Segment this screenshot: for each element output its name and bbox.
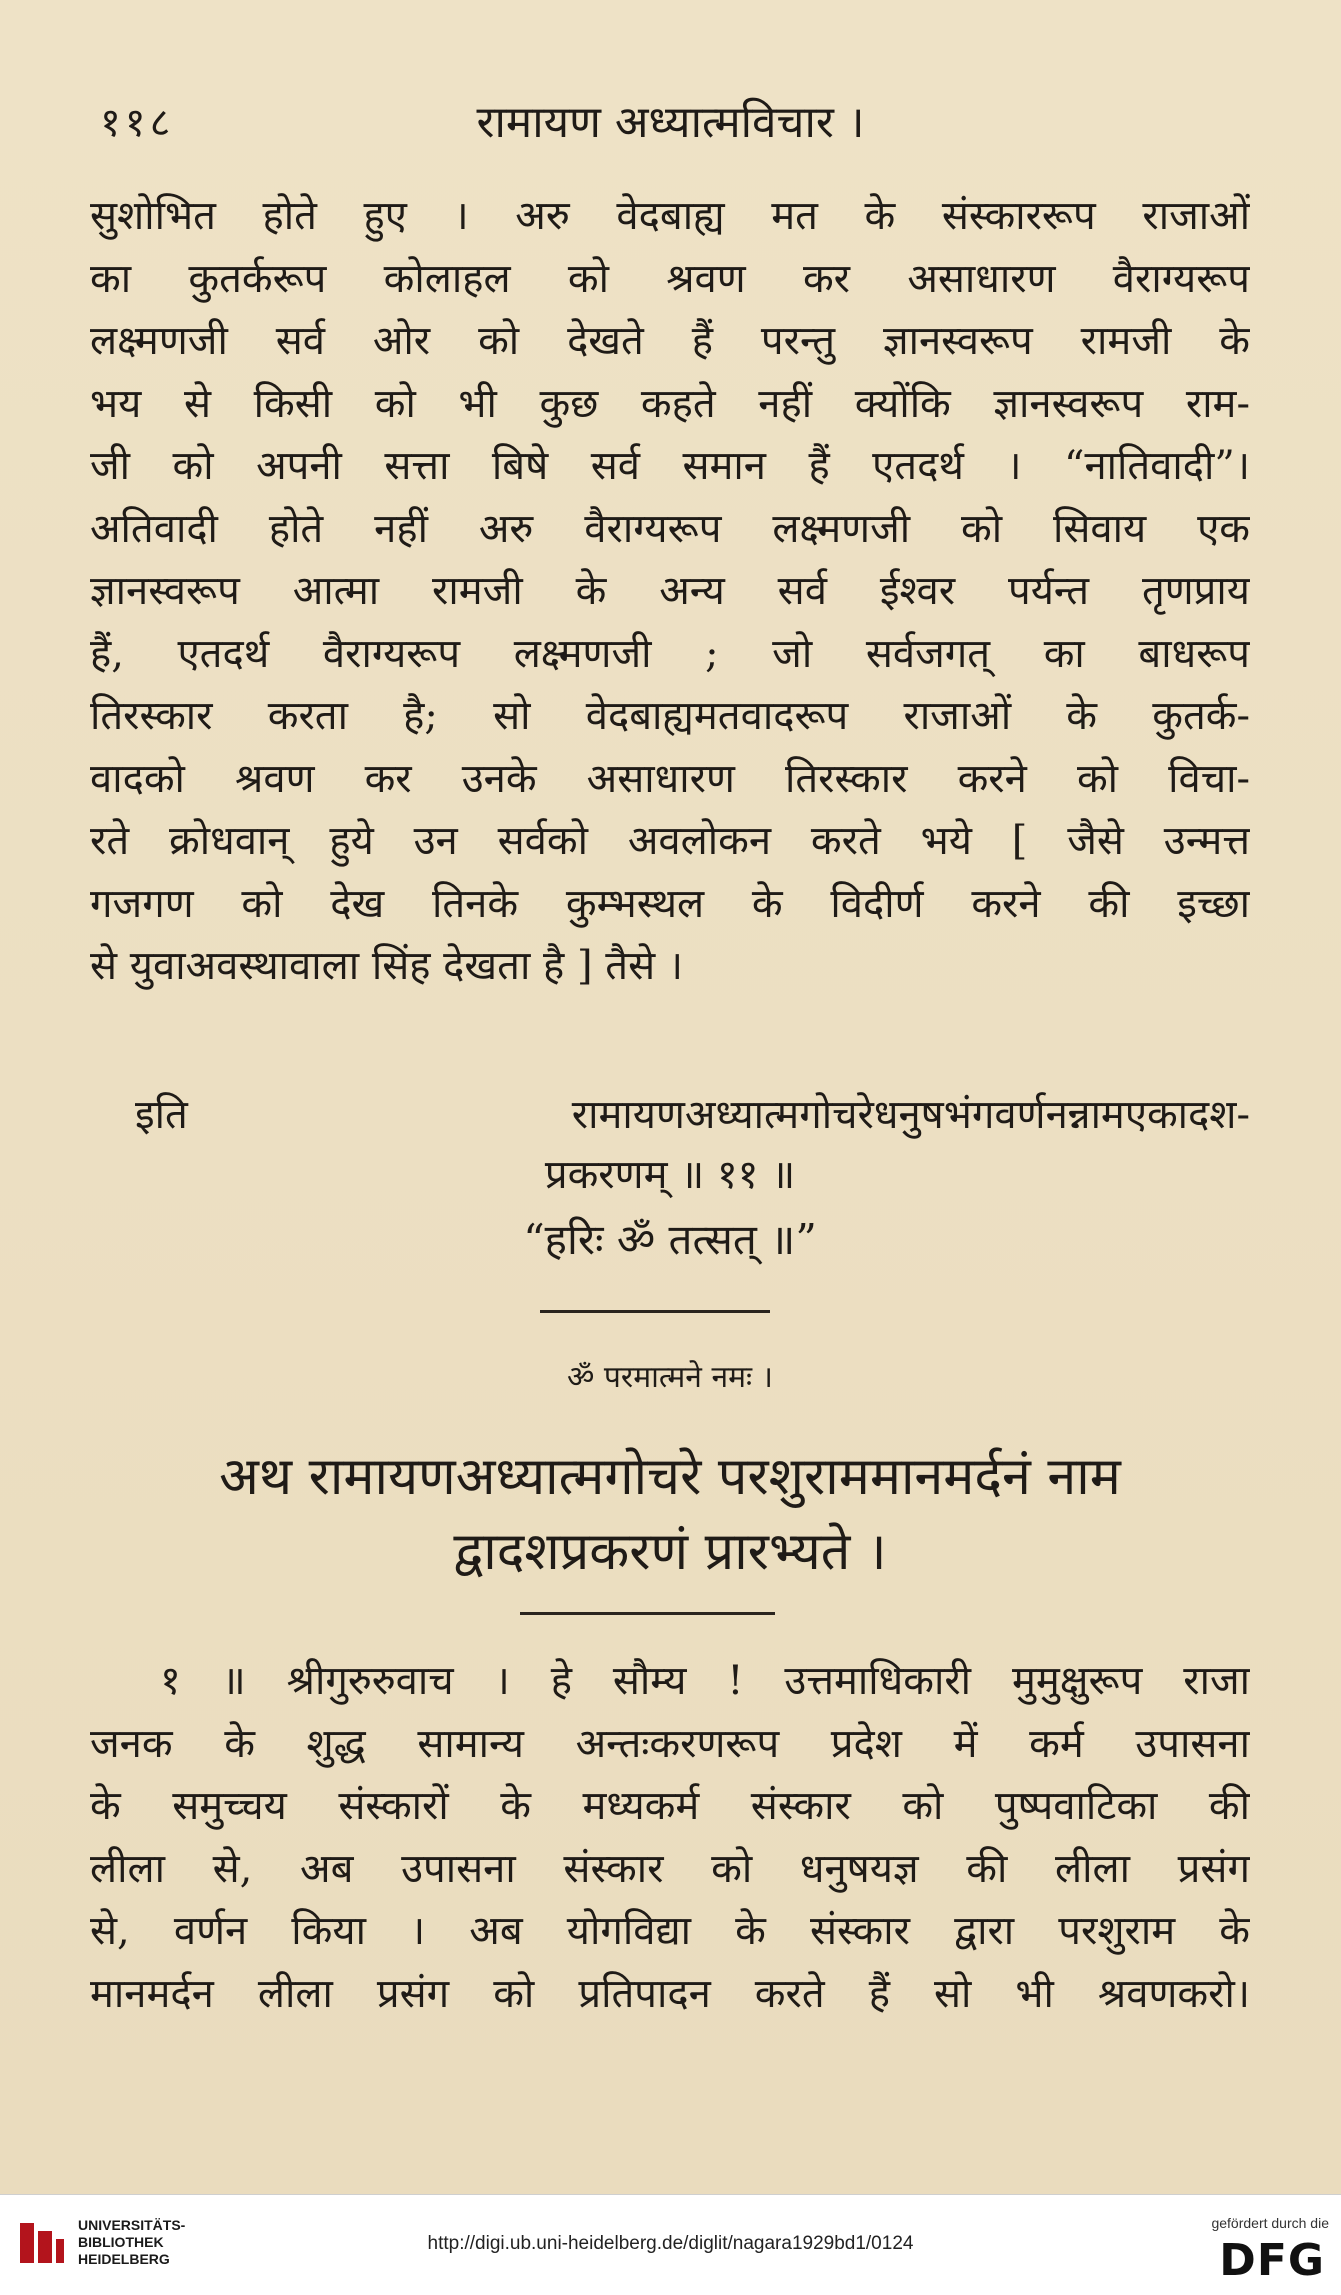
dfg-logo: DFG [1219, 2235, 1325, 2286]
colophon-line: इति रामायणअध्यात्मगोचरेधनुषभंगवर्णनन्नामएकादश- [135, 1092, 1250, 1138]
text-line: का कुतर्करूप कोलाहल को श्रवण कर असाधारण वैराग्यरूप [90, 255, 1250, 302]
text-line: से युवाअवस्थावाला सिंह देखता है ] तैसे । [90, 943, 684, 989]
page-number: ११८ [100, 99, 175, 146]
chapter-heading [90, 1440, 1250, 1590]
colophon-line: प्रकरणम् ॥ ११ ॥ [544, 1152, 796, 1198]
text-line: ज्ञानस्वरूप आत्मा रामजी के अन्य सर्व ईश्वर पर्यन्त तृणप्राय [90, 568, 1250, 614]
divider [520, 1612, 775, 1615]
library-name-line: HEIDELBERG [78, 2251, 170, 2267]
text-line: लीला से, अब उपासना संस्कार को धनुषयज्ञ की लीला प्रसंग [90, 1845, 1250, 1892]
text-line: तिरस्कार करता है; सो वेदबाह्यमतवादरूप राजाओं के कुतर्क- [90, 693, 1250, 739]
text-line: सुशोभित होते हुए । अरु वेदबाह्य मत के संस्काररूप राजाओं [90, 193, 1250, 239]
text-line: मानमर्दन लीला प्रसंग को प्रतिपादन करते हैं सो भी श्रवणकरो। [90, 1970, 1250, 2017]
library-name-line: UNIVERSITÄTS- [78, 2217, 186, 2233]
permalink-url[interactable]: http://digi.ub.uni-heidelberg.de/diglit/nagara1929bd1/0124 [427, 2233, 914, 2254]
paragraph-2 [90, 1650, 1250, 2025]
viewer-footer [0, 2194, 1341, 2295]
funding-note: gefördert durch die [1211, 2215, 1329, 2231]
text-line: के समुच्चय संस्कारों के मध्यकर्म संस्कार को पुष्पवाटिका की [90, 1783, 1250, 1829]
paragraph-1 [90, 185, 1250, 998]
text-line: १ ॥ श्रीगुरुरुवाच । हे सौम्य ! उत्तमाधिकारी मुमुक्षुरूप राजा [160, 1658, 1250, 1704]
text-line: जनक के शुद्ध सामान्य अन्तःकरणरूप प्रदेश में कर्म उपासना [90, 1720, 1250, 1767]
divider [540, 1310, 770, 1313]
page-header [100, 85, 1241, 155]
chapter-colophon [90, 1085, 1250, 1205]
text-line: से, वर्णन किया । अब योगविद्या के संस्कार द्वारा परशुराम के [90, 1908, 1250, 1954]
invocation: ॐ परमात्मने नमः । [566, 1360, 774, 1395]
heading-line: द्वादशप्रकरणं प्रारभ्यते । [453, 1522, 887, 1582]
text-line: भय से किसी को भी कुछ कहते नहीं क्योंकि ज्ञानस्वरूप राम- [90, 380, 1250, 427]
closing-mantra: “हरिः ॐ तत्सत् ॥” [523, 1215, 817, 1264]
running-title: रामायण अध्यात्मविचार । [476, 97, 865, 148]
text-line: गजगण को देख तिनके कुम्भस्थल के विदीर्ण करने की इच्छा [90, 880, 1250, 927]
text-line: वादको श्रवण कर उनके असाधारण तिरस्कार करने को विचा- [90, 755, 1250, 802]
text-line: लक्ष्मणजी सर्व ओर को देखते हैं परन्तु ज्ञानस्वरूप रामजी के [90, 318, 1250, 364]
text-line: हैं, एतदर्थ वैराग्यरूप लक्ष्मणजी ; जो सर्वजगत् का बाधरूप [90, 630, 1250, 677]
library-name-line: BIBLIOTHEK [78, 2234, 164, 2250]
text-line: जी को अपनी सत्ता बिषे सर्व समान हैं एतदर्थ । “नातिवादी”। [90, 443, 1250, 489]
heading-line: अथ रामायणअध्यात्मगोचरे परशुराममानमर्दनं नाम [219, 1447, 1121, 1507]
text-line: रते क्रोधवान् हुये उन सर्वको अवलोकन करते भये [ जैसे उन्मत्त [90, 818, 1250, 864]
text-line: अतिवादी होते नहीं अरु वैराग्यरूप लक्ष्मणजी को सिवाय एक [90, 505, 1250, 552]
